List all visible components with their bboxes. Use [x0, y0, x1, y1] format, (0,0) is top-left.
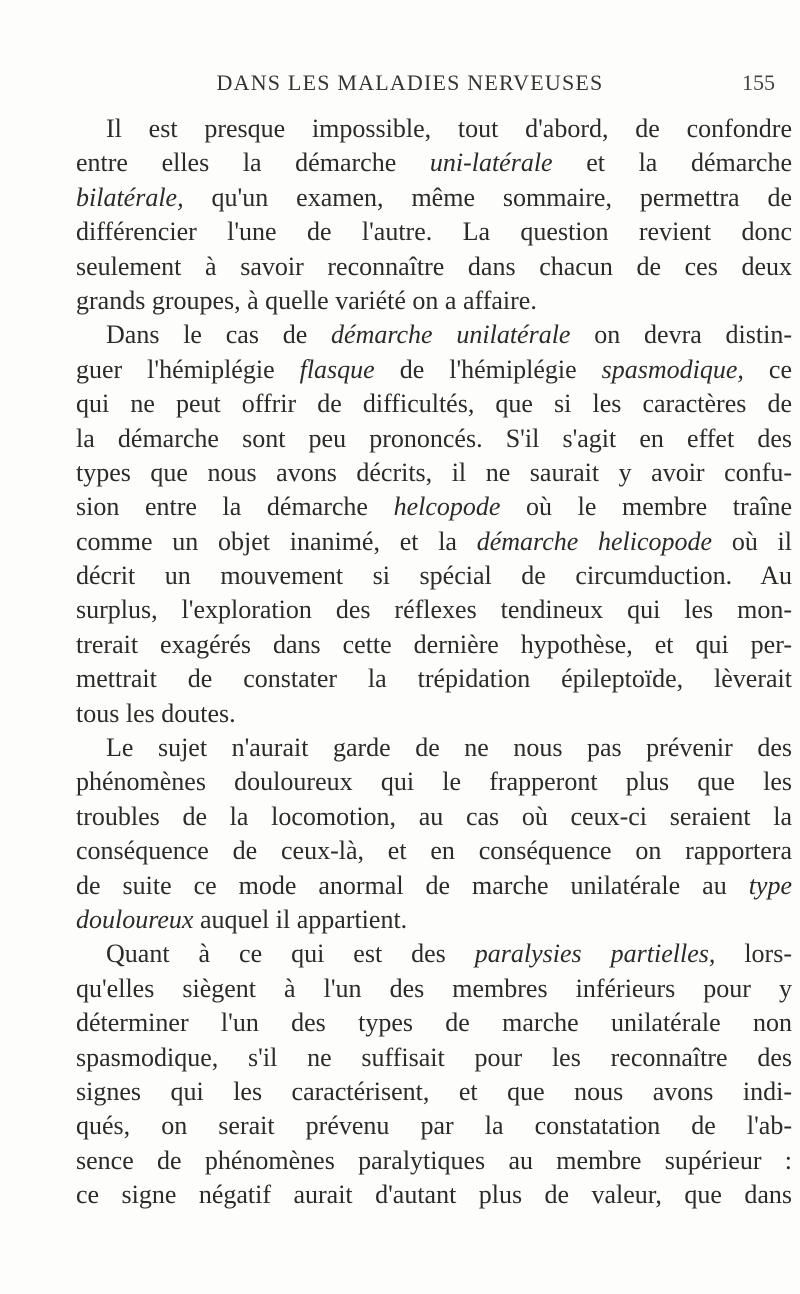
text-run: décrit un mouvement si spécial de circumduction. Au [76, 561, 792, 591]
running-head: DANS LES MALADIES NERVEUSES [216, 70, 604, 95]
page-number: 155 [742, 70, 775, 95]
text-line [76, 765, 792, 799]
italic-text: bilatérale, [76, 182, 184, 212]
text-line [76, 250, 792, 284]
body-text [76, 112, 792, 1213]
text-line [76, 215, 792, 249]
text-run: qués, on serait prévenu par la constatation de l'ab- [76, 1111, 792, 1141]
text-run: grands groupes, à quelle variété on a affaire. [76, 285, 537, 315]
text-run: spasmodique, s'il ne suffisait pour les reconnaître des [76, 1042, 792, 1072]
text-run: déterminer l'un des types de marche unilatérale non [76, 1008, 792, 1038]
text-line [76, 697, 792, 731]
text-run: et la démarche [552, 148, 792, 178]
italic-text: douloureux [76, 904, 194, 934]
text-line [76, 972, 792, 1006]
italic-text: démarche unilatérale [331, 320, 571, 350]
text-run: de l'hémiplégie [374, 354, 602, 384]
text-line [76, 903, 792, 937]
text-run: trerait exagérés dans cette dernière hypothèse, et qui per- [76, 629, 792, 659]
text-run: Le sujet n'aurait garde de ne nous pas prévenir des [106, 733, 792, 763]
text-line [76, 662, 792, 696]
text-line [76, 1109, 792, 1143]
text-line [76, 1178, 792, 1212]
text-run: conséquence de ceux-là, et en conséquence on rapportera [76, 836, 792, 866]
text-run: où il [712, 526, 792, 556]
italic-text: spasmodique, [601, 354, 744, 384]
text-line [76, 456, 792, 490]
text-run: on devra distin- [570, 320, 792, 350]
text-run: troubles de la locomotion, au cas où ceux-ci seraient la [76, 801, 792, 831]
text-run: où le membre traîne [500, 492, 792, 522]
text-run: Il est presque impossible, tout d'abord, de confondre [106, 114, 792, 143]
text-line [76, 869, 792, 903]
text-run: signes qui les caractérisent, et que nous avons indi- [76, 1076, 792, 1106]
text-run: lors- [715, 939, 792, 969]
text-run: types que nous avons décrits, il ne saurait y avoir confu- [76, 457, 792, 487]
text-line [76, 146, 792, 180]
text-line [76, 1075, 792, 1109]
italic-text: démarche helicopode [476, 526, 713, 556]
text-line [76, 284, 792, 318]
text-line [76, 834, 792, 868]
text-line [76, 559, 792, 593]
text-line [76, 937, 792, 971]
text-line [76, 422, 792, 456]
text-run: guer l'hémiplégie [76, 354, 300, 384]
text-run: sion entre la démarche [76, 492, 394, 522]
italic-text: paralysies partielles, [474, 939, 716, 969]
italic-text: flasque [299, 354, 375, 384]
text-line [76, 1006, 792, 1040]
text-run: Dans le cas de [106, 320, 332, 350]
text-run: mettrait de constater la trépidation épileptoïde, lèverait [76, 664, 792, 694]
text-run: comme un objet inanimé, et la [76, 526, 477, 556]
text-run: Quant à ce qui est des [106, 939, 475, 969]
text-line [76, 800, 792, 834]
text-line [76, 318, 792, 352]
text-line [76, 593, 792, 627]
text-line [76, 731, 792, 765]
text-run: auquel il appartient. [193, 904, 408, 934]
text-line [76, 181, 792, 215]
text-run: qu'un examen, même sommaire, permettra de [183, 182, 792, 212]
text-run: ce [743, 354, 793, 384]
text-run: entre elles la démarche [76, 148, 430, 178]
text-run: ce signe négatif aurait d'autant plus de valeur, que dans [76, 1180, 792, 1210]
text-line [76, 353, 792, 387]
text-run: différencier l'une de l'autre. La question revient donc [76, 217, 792, 247]
text-line [76, 112, 792, 146]
italic-text: uni-latérale [429, 148, 553, 178]
text-run: surplus, l'exploration des réflexes tendineux qui les mon- [76, 595, 792, 625]
text-run: qu'elles siègent à l'un des membres inférieurs pour y [76, 973, 792, 1003]
italic-text: helcopode [393, 492, 501, 522]
text-run: la démarche sont peu prononcés. S'il s'agit en effet des [76, 423, 792, 453]
text-line [76, 628, 792, 662]
text-run: tous les doutes. [76, 698, 236, 728]
text-line [76, 387, 792, 421]
text-run: sence de phénomènes paralytiques au membre supérieur : [76, 1145, 792, 1175]
italic-text: type [748, 870, 792, 900]
text-run: phénomènes douloureux qui le frapperont plus que les [76, 767, 792, 797]
text-line [76, 1144, 792, 1178]
text-run: qui ne peut offrir de difficultés, que si les caractères de [76, 389, 792, 419]
text-line [76, 1041, 792, 1075]
text-line [76, 525, 792, 559]
text-run: seulement à savoir reconnaître dans chacun de ces deux [76, 251, 792, 281]
text-run: de suite ce mode anormal de marche unilatérale au [76, 870, 749, 900]
text-line [76, 490, 792, 524]
